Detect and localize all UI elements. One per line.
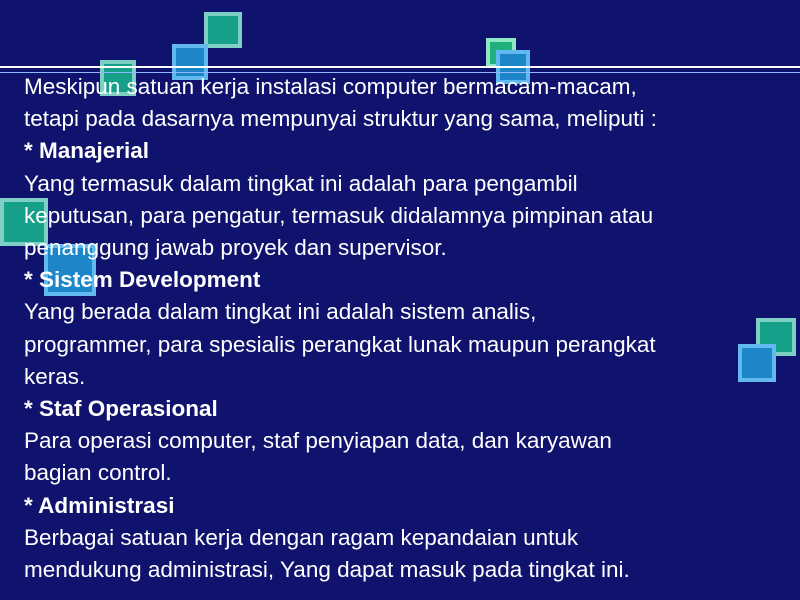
section-heading-administrasi: * Administrasi [24,492,175,518]
section-line: bagian control. [24,460,172,486]
section-heading-sistem-development: * Sistem Development [24,267,261,293]
slide-body-text [24,71,794,586]
section-heading-staf-operasional: * Staf Operasional [24,396,218,422]
section-line: penanggung jawab proyek dan supervisor. [24,235,447,261]
intro-line: tetapi pada dasarnya mempunyai struktur yang sama, meliputi : [24,106,657,132]
section-line: mendukung administrasi, Yang dapat masuk pada tingkat ini. [24,557,630,583]
section-line: Yang termasuk dalam tingkat ini adalah para pengambil [24,170,578,196]
intro-line: Meskipun satuan kerja instalasi computer bermacam-macam, [24,74,637,99]
section-line: Para operasi computer, staf penyiapan data, dan karyawan [24,428,612,454]
decorative-square [204,12,242,48]
section-heading-manajerial: * Manajerial [24,138,150,164]
section-line: Berbagai satuan kerja dengan ragam kepandaian untuk [24,524,579,550]
header-rule [0,66,800,68]
section-line: keras. [24,363,86,389]
section-line: programmer, para spesialis perangkat lunak maupun perangkat [24,331,656,357]
section-line: keputusan, para pengatur, termasuk didalamnya pimpinan atau [24,202,654,228]
section-line: Yang berada dalam tingkat ini adalah sistem analis, [24,299,537,325]
